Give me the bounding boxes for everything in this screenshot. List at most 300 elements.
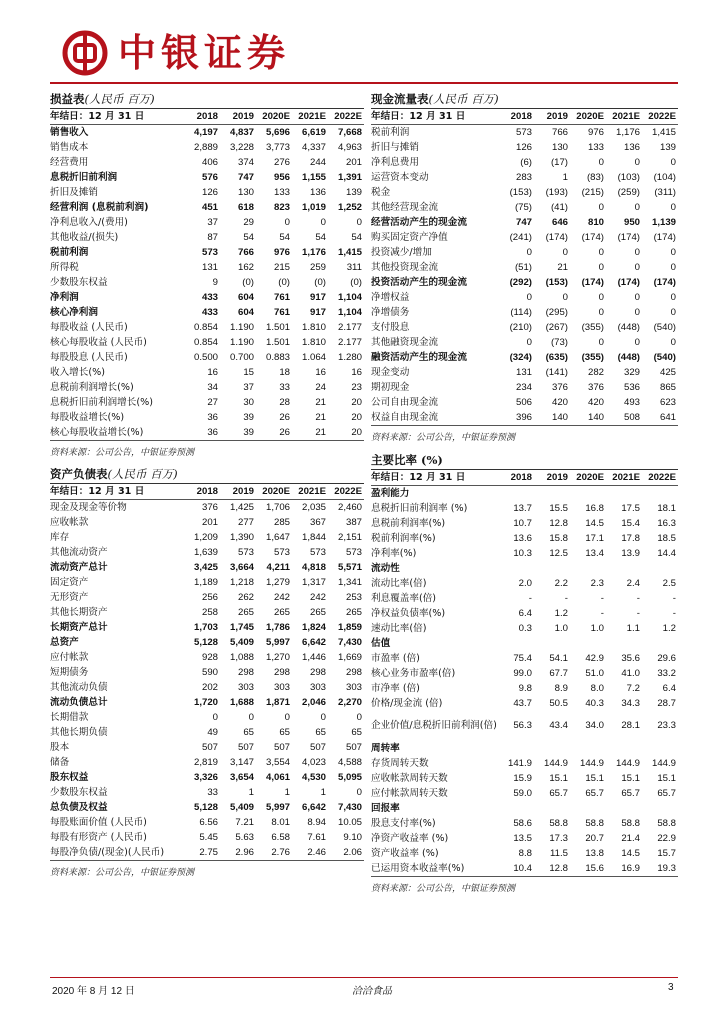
row-value: (0): [242, 277, 254, 288]
row-value: 59.0: [513, 788, 532, 799]
row-value: 1: [562, 172, 568, 183]
row-value: 1.0: [554, 623, 568, 634]
row-value: 2.177: [337, 322, 362, 333]
row-value: 956: [273, 172, 290, 183]
row-value: (292): [509, 277, 532, 288]
row-value: 1.190: [229, 322, 254, 333]
header-year: 2019: [220, 484, 256, 500]
table-row: [50, 335, 364, 350]
row-value: [606, 741, 642, 756]
row-value: 258: [201, 607, 218, 618]
row-value: 0: [634, 247, 640, 258]
row-label: 销售收入: [50, 127, 89, 138]
row-value: 0: [670, 202, 676, 213]
row-value: 4,211: [266, 562, 290, 573]
row-label: 投资活动产生的现金流: [371, 277, 467, 288]
row-value: 15.7: [657, 848, 676, 859]
row-label: 支付股息: [371, 322, 410, 333]
row-value: 425: [659, 367, 676, 378]
row-value: 21: [557, 262, 568, 273]
row-value: (540): [653, 322, 676, 333]
row-value: 35.6: [621, 653, 640, 664]
row-label: 市净率 (倍): [371, 683, 420, 694]
row-value: 6.56: [199, 817, 218, 828]
row-value: 42.9: [585, 653, 604, 664]
table-row: [50, 695, 364, 710]
row-value: 865: [659, 382, 676, 393]
row-value: (174): [653, 232, 676, 243]
table-row: [371, 335, 678, 350]
row-label: 期初现金: [371, 382, 410, 393]
row-value: 22.9: [657, 833, 676, 844]
row-value: 283: [515, 172, 532, 183]
table-row: [50, 770, 364, 785]
row-value: 0: [212, 712, 218, 723]
row-value: 0: [284, 217, 290, 228]
row-value: 15.4: [621, 518, 640, 529]
row-value: 19.3: [642, 861, 678, 877]
table-row: [371, 546, 678, 561]
row-value: 0: [248, 712, 254, 723]
row-value: 5,128: [193, 802, 218, 813]
row-value: (267): [545, 322, 568, 333]
table-source-note: 资料来源：公司公告，中银证券预测: [371, 884, 516, 894]
row-label: 每股净负债/(现金)(人民币): [50, 845, 184, 861]
table-row: [371, 771, 678, 786]
footer-rule: [50, 977, 678, 978]
row-value: 144.9: [543, 758, 568, 769]
row-value: 51.0: [585, 668, 604, 679]
table-row: [50, 680, 364, 695]
row-value: 6,642: [301, 637, 326, 648]
row-value: 140: [570, 410, 606, 426]
row-value: -: [672, 608, 676, 619]
row-value: 0: [320, 712, 326, 723]
row-value: 1,209: [193, 532, 218, 543]
row-value: 1.810: [301, 322, 326, 333]
row-label: 核心业务市盈率(倍): [371, 668, 456, 679]
row-value: (114): [510, 307, 532, 318]
row-value: 0.700: [229, 352, 254, 363]
row-value: 1.501: [265, 322, 290, 333]
table-row: [50, 290, 364, 305]
row-value: 1,745: [229, 622, 254, 633]
row-value: 374: [237, 157, 254, 168]
row-value: 1,176: [615, 127, 640, 138]
table-row: [50, 200, 364, 215]
row-value: 387: [345, 517, 362, 528]
row-value: 23: [351, 382, 362, 393]
table-title: [371, 451, 678, 470]
row-value: 576: [201, 172, 218, 183]
table-row: [371, 861, 678, 877]
row-value: 11.5: [550, 848, 568, 859]
row-value: 747: [515, 217, 532, 228]
financial-table: [371, 470, 678, 877]
row-value: -: [600, 593, 604, 604]
table-row: [50, 245, 364, 260]
row-value: 1.810: [301, 337, 326, 348]
table-row: [50, 560, 364, 575]
row-value: 766: [551, 127, 568, 138]
row-value: 766: [237, 247, 254, 258]
row-value: 43.4: [549, 720, 568, 731]
row-value: 573: [309, 547, 326, 558]
table-row: [50, 830, 364, 845]
row-label: 净资产收益率 (%): [371, 833, 449, 844]
row-label: 已运用资本收益率(%): [371, 861, 498, 877]
row-value: 21: [315, 397, 326, 408]
row-value: 4,061: [265, 772, 290, 783]
row-value: 0.883: [265, 352, 290, 363]
row-value: 13.9: [621, 548, 640, 559]
row-value: 376: [551, 382, 568, 393]
row-value: 26: [256, 425, 292, 441]
row-label: 其他收益/(损失): [50, 232, 119, 243]
table-row: [50, 410, 364, 425]
financial-table: [50, 484, 364, 861]
header-year: 2018: [498, 109, 534, 125]
row-value: 242: [309, 592, 326, 603]
row-value: (75): [514, 202, 532, 213]
row-value: (448): [617, 322, 640, 333]
row-value: 2,270: [337, 697, 362, 708]
table-row: [371, 486, 678, 502]
row-value: 8.8: [518, 848, 532, 859]
table-title: [50, 90, 364, 109]
row-value: 0: [634, 157, 640, 168]
header-year: 2019: [534, 470, 570, 486]
row-label: 其他投资现金流: [371, 262, 439, 273]
header-year: 2022E: [328, 484, 364, 500]
row-value: 917: [309, 292, 326, 303]
row-value: 1.280: [337, 352, 362, 363]
table-row: [50, 530, 364, 545]
row-value: 2.177: [337, 337, 362, 348]
table-row: [371, 140, 678, 155]
row-label: 核心每股收益 (人民币): [50, 337, 147, 348]
table-row: [50, 710, 364, 725]
row-value: [498, 561, 534, 576]
row-value: [534, 801, 570, 816]
row-label: 价格/现金流 (倍): [371, 698, 443, 709]
row-value: 65: [243, 727, 254, 738]
row-value: 16: [351, 367, 362, 378]
row-value: 298: [273, 667, 290, 678]
row-value: (153): [545, 277, 568, 288]
row-value: 144.9: [615, 758, 640, 769]
row-value: 2.75: [184, 845, 220, 861]
table-header-row: [371, 109, 678, 125]
row-value: -: [564, 593, 568, 604]
row-value: 265: [237, 607, 254, 618]
row-value: 28: [279, 397, 290, 408]
row-value: 65: [315, 727, 326, 738]
table-row: [50, 515, 364, 530]
row-value: 976: [587, 127, 604, 138]
row-label: 每股收益增长(%): [50, 412, 125, 423]
row-value: [534, 741, 570, 756]
header-year: 2021E: [606, 470, 642, 486]
header-label: 年结日：12 月 31 日: [371, 470, 498, 486]
bank-of-china-logo-icon: [62, 30, 108, 76]
row-value: 36: [207, 412, 218, 423]
row-label: 收入增长(%): [50, 367, 105, 378]
row-value: 20: [328, 425, 364, 441]
row-value: (259): [617, 187, 640, 198]
table-header-row: [371, 470, 678, 486]
row-value: 144.9: [651, 758, 676, 769]
row-value: 17.5: [621, 503, 640, 514]
row-value: 54: [243, 232, 254, 243]
row-value: 131: [201, 262, 218, 273]
table-row: [50, 605, 364, 620]
row-value: 0: [634, 337, 640, 348]
row-value: 40.3: [585, 698, 604, 709]
row-value: 1.0: [590, 623, 604, 634]
row-value: 311: [346, 262, 362, 273]
row-value: 536: [623, 382, 640, 393]
row-value: 1,139: [651, 217, 676, 228]
table-row: [371, 696, 678, 711]
row-label: 核心每股收益增长(%): [50, 425, 184, 441]
row-value: (355): [581, 322, 604, 333]
row-value: 0: [356, 787, 362, 798]
row-value: 58.8: [657, 818, 676, 829]
row-value: (540): [653, 352, 676, 363]
row-value: 0: [670, 262, 676, 273]
row-value: 15.1: [657, 773, 676, 784]
row-value: 2.2: [554, 578, 568, 589]
table-row: [371, 410, 678, 426]
table-source-note: 资料来源：公司公告，中银证券预测: [50, 868, 195, 878]
row-value: 2,151: [337, 532, 362, 543]
row-value: 646: [551, 217, 568, 228]
row-label: 利息覆盖率(倍): [371, 593, 437, 604]
row-value: (635): [545, 352, 568, 363]
row-value: 6.4: [662, 683, 676, 694]
row-label: 估值: [371, 638, 391, 649]
row-value: 16.9: [606, 861, 642, 877]
row-value: 139: [345, 187, 362, 198]
table-row: [371, 621, 678, 636]
table-row: [371, 395, 678, 410]
row-value: 1,341: [337, 577, 362, 588]
row-value: 29.6: [657, 653, 676, 664]
row-value: 0: [634, 307, 640, 318]
row-value: 1: [248, 787, 254, 798]
row-label: 净利息收入/(费用): [50, 217, 128, 228]
row-value: 54: [279, 232, 290, 243]
row-label: 企业价值/息税折旧前利润(倍): [371, 720, 497, 731]
row-value: 58.8: [621, 818, 640, 829]
row-value: 282: [587, 367, 604, 378]
row-value: [606, 636, 642, 651]
row-label: 股本: [50, 742, 70, 753]
row-value: 1,279: [265, 577, 290, 588]
table-row: [371, 245, 678, 260]
row-value: 8.9: [554, 683, 568, 694]
row-value: 2,889: [193, 142, 218, 153]
row-value: 2.0: [518, 578, 532, 589]
table-title-text: 损益表: [50, 92, 85, 106]
table-row: [50, 260, 364, 275]
row-value: (0): [350, 277, 362, 288]
table-row: [371, 305, 678, 320]
table-row: [50, 620, 364, 635]
row-value: 27: [207, 397, 218, 408]
row-value: 1,317: [301, 577, 326, 588]
row-value: [570, 741, 606, 756]
row-value: (103): [617, 172, 640, 183]
header-year: 2020E: [570, 470, 606, 486]
row-value: 0.500: [193, 352, 218, 363]
row-value: 1.501: [265, 337, 290, 348]
row-value: [534, 636, 570, 651]
row-value: 303: [273, 682, 290, 693]
row-value: 13.7: [513, 503, 532, 514]
row-value: 265: [345, 607, 362, 618]
table-row: [371, 200, 678, 215]
row-label: 存货周转天数: [371, 758, 429, 769]
row-value: 0: [356, 712, 362, 723]
table-row: [371, 230, 678, 245]
row-label: 总负债及权益: [50, 802, 108, 813]
row-label: 净权益负债率(%): [371, 608, 446, 619]
table-row: [371, 260, 678, 275]
row-value: 507: [345, 742, 362, 753]
row-value: 17.8: [621, 533, 640, 544]
table-row: [371, 801, 678, 816]
table-source-note: 资料来源：公司公告，中银证券预测: [371, 433, 516, 443]
row-value: 590: [201, 667, 218, 678]
row-value: 761: [273, 307, 290, 318]
row-value: 573: [273, 547, 290, 558]
row-value: 234: [515, 382, 532, 393]
row-value: 140: [534, 410, 570, 426]
row-value: 506: [515, 397, 532, 408]
table-row: [50, 215, 364, 230]
table-row: [50, 785, 364, 800]
row-label: 所得税: [50, 262, 79, 273]
income-statement: [50, 90, 364, 458]
row-value: 0: [670, 157, 676, 168]
table-row: [50, 230, 364, 245]
table-row: [50, 635, 364, 650]
row-value: 56.3: [513, 720, 532, 731]
row-value: 24: [315, 382, 326, 393]
row-label: 每股股息 (人民币): [50, 352, 128, 363]
row-value: 5,095: [337, 772, 362, 783]
table-row: [371, 741, 678, 756]
row-value: 396: [498, 410, 534, 426]
row-value: (174): [581, 232, 604, 243]
table-row: [371, 380, 678, 395]
row-value: 7,668: [337, 127, 362, 138]
table-row: [50, 650, 364, 665]
row-value: 0: [284, 712, 290, 723]
row-value: 1,824: [301, 622, 326, 633]
row-value: 37: [207, 217, 218, 228]
row-value: (0): [314, 277, 326, 288]
table-row: [50, 590, 364, 605]
key-ratios: [371, 451, 678, 894]
row-value: 950: [623, 217, 640, 228]
row-value: 641: [642, 410, 678, 426]
row-value: 9.10: [343, 832, 362, 843]
table-row: [50, 140, 364, 155]
row-value: [534, 561, 570, 576]
row-value: 141.9: [507, 758, 532, 769]
row-value: 1,104: [337, 307, 362, 318]
header-year: 2022E: [328, 109, 364, 125]
row-value: (73): [550, 337, 568, 348]
row-value: 136: [309, 187, 326, 198]
row-value: 376: [201, 502, 218, 513]
row-value: 28.7: [657, 698, 676, 709]
row-value: 202: [201, 682, 218, 693]
row-value: 259: [309, 262, 326, 273]
row-value: 18: [279, 367, 290, 378]
row-value: 37: [243, 382, 254, 393]
row-value: 507: [273, 742, 290, 753]
row-value: -: [528, 593, 532, 604]
row-value: 1,720: [193, 697, 218, 708]
table-row: [50, 740, 364, 755]
row-value: 65: [351, 727, 362, 738]
header-year: 2020E: [256, 109, 292, 125]
table-row: [371, 185, 678, 200]
table-row: [371, 606, 678, 621]
row-value: 33.2: [657, 668, 676, 679]
table-row: [371, 275, 678, 290]
row-label: 流动资产总计: [50, 562, 108, 573]
row-value: 16.3: [657, 518, 676, 529]
row-value: 928: [201, 652, 218, 663]
row-value: 75.4: [513, 653, 532, 664]
row-value: 4,818: [301, 562, 326, 573]
row-value: 277: [237, 517, 254, 528]
row-value: 15.9: [513, 773, 532, 784]
row-label: 息税前利润率(%): [371, 518, 446, 529]
row-value: 5,409: [229, 802, 254, 813]
row-value: 5.45: [199, 832, 218, 843]
row-value: 13.5: [513, 833, 532, 844]
header-label: 年结日：12 月 31 日: [371, 109, 498, 125]
row-value: 573: [515, 127, 532, 138]
row-value: 65: [279, 727, 290, 738]
row-value: 367: [309, 517, 326, 528]
row-label: 速动比率(倍): [371, 623, 427, 634]
row-value: 2.96: [220, 845, 256, 861]
row-value: 303: [309, 682, 326, 693]
row-value: [606, 561, 642, 576]
row-value: 1,391: [337, 172, 362, 183]
table-row: [371, 320, 678, 335]
row-value: 0: [598, 292, 604, 303]
row-value: 433: [201, 307, 218, 318]
row-value: 420: [587, 397, 604, 408]
row-label: 息税前利润增长(%): [50, 382, 134, 393]
row-value: 39: [243, 412, 254, 423]
row-value: 54: [351, 232, 362, 243]
row-value: (355): [581, 352, 604, 363]
row-value: 0: [670, 307, 676, 318]
row-value: (295): [545, 307, 568, 318]
row-label: 其他融资现金流: [371, 337, 439, 348]
row-label: 经营利润 (息税前利润): [50, 202, 149, 213]
row-value: 87: [207, 232, 218, 243]
